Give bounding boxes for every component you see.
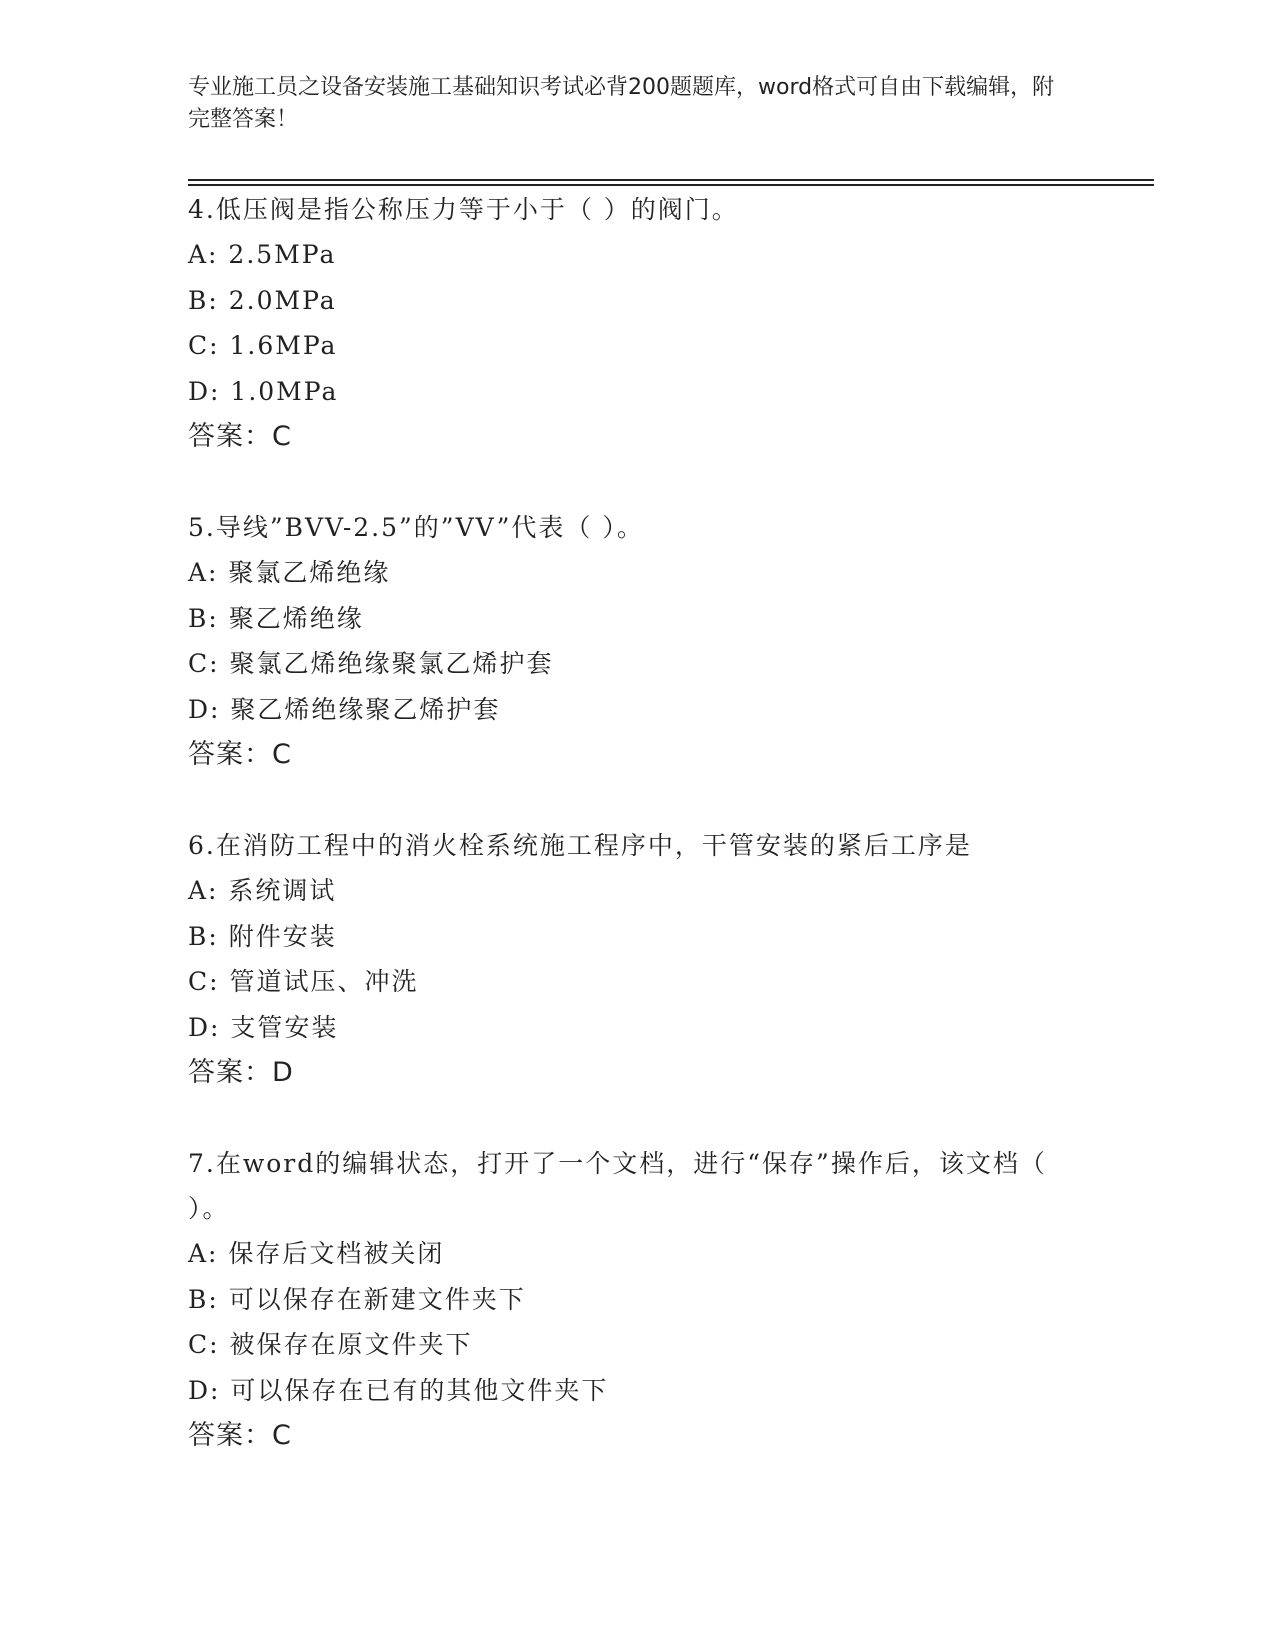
option-b: B: 可以保存在新建文件夹下 (188, 1284, 526, 1314)
option-b: B: 2.0MPa (188, 285, 337, 315)
question-6 (188, 823, 1088, 1095)
option-a: A: 保存后文档被关闭 (188, 1239, 445, 1268)
option-a: A: 2.5MPa (188, 240, 337, 269)
document-header: 专业施工员之设备安装施工基础知识考试必背200题题库，word格式可自由下载编辑，附完整答案！ (188, 75, 1055, 132)
answer: 答案：C (188, 421, 292, 452)
answer: 答案：C (188, 1420, 292, 1451)
option-c: C: 被保存在原文件夹下 (188, 1330, 473, 1359)
question-stem: 7.在word的编辑状态，打开了一个文档，进行“保存”操作后，该文档（ ）。 (188, 1149, 1047, 1223)
option-b: B: 聚乙烯绝缘 (188, 603, 364, 633)
option-c: C: 管道试压、冲洗 (188, 967, 419, 996)
answer: 答案：C (188, 739, 292, 770)
option-a: A: 聚氯乙烯绝缘 (188, 558, 391, 587)
question-stem: 6.在消防工程中的消火栓系统施工程序中，干管安装的紧后工序是 (188, 831, 972, 860)
option-d: D: 可以保存在已有的其他文件夹下 (188, 1375, 609, 1405)
question-stem: 4.低压阀是指公称压力等于小于（ ）的阀门。 (188, 195, 739, 224)
option-c: C: 聚氯乙烯绝缘聚氯乙烯护套 (188, 649, 554, 678)
option-d: D: 聚乙烯绝缘聚乙烯护套 (188, 694, 501, 724)
option-d: D: 1.0MPa (188, 376, 339, 406)
header-divider-bottom (188, 184, 1154, 186)
option-c: C: 1.6MPa (188, 331, 338, 360)
question-stem: 5.导线”BVV-2.5”的”VV”代表（ ）。 (188, 513, 644, 542)
question-7 (188, 1141, 1088, 1458)
question-4 (188, 187, 1088, 459)
header-divider-top (188, 179, 1154, 181)
option-b: B: 附件安装 (188, 921, 337, 951)
option-a: A: 系统调试 (188, 876, 337, 905)
question-5 (188, 505, 1088, 777)
option-d: D: 支管安装 (188, 1012, 339, 1042)
answer: 答案：D (188, 1057, 294, 1088)
